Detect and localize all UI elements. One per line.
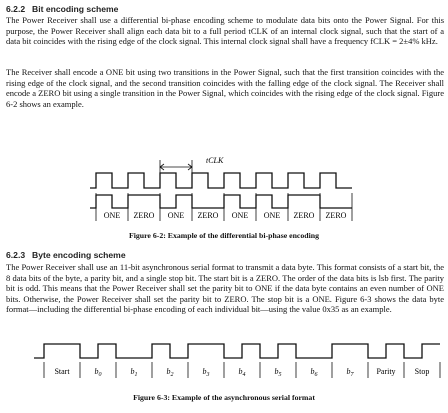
paragraph-bit-encoding-1: The Power Receiver shall use a differential bi-phase encoding scheme to modulate data bits onto the Power Signal. For this purpose, the Power Receiver shall align each data bit to a full period tCLK of an internal clock signal, such that the start of a data bit coincides with the rising edge of the clock signal. This internal clock signal shall have a frequency fCLK = 2±4% kHz. — [6, 15, 444, 46]
paragraph-bit-encoding-2: The Receiver shall encode a ONE bit using two transitions in the Power Signal, such that the first transition coincides with the rising edge of the clock signal, and the second transition coincides with the falling edge of the clock signal. The Receiver shall encode a ZERO bit using a single transition in the Power Signal, which coincides with the rising edge of the clock signal. Figure 6-2 shows an example. — [6, 67, 444, 109]
bit-label: ZERO — [293, 211, 315, 220]
bit-label: ONE — [167, 211, 185, 220]
byte-field-label: $b_4$ — [238, 367, 246, 378]
byte-field-label: $b_7$ — [346, 367, 354, 378]
section-number: 6.2.2 — [6, 4, 26, 14]
bit-label: ZERO — [197, 211, 219, 220]
byte-field-label: $b_6$ — [310, 367, 318, 378]
tclk-label: tCLK — [206, 156, 224, 165]
bit-label: ONE — [263, 211, 281, 220]
byte-field-label: $b_3$ — [202, 367, 210, 378]
figure-6-2-diagram — [0, 150, 448, 228]
section-heading-6-2-3 — [6, 250, 126, 260]
section-heading-6-2-2 — [6, 4, 118, 14]
byte-field-label: Parity — [376, 367, 396, 376]
bit-label: ZERO — [325, 211, 347, 220]
figure-6-3-caption: Figure 6-3: Example of the asynchronous serial format — [133, 393, 315, 402]
figure-6-2-caption: Figure 6-2: Example of the differential bi-phase encoding — [128, 231, 320, 240]
byte-field-label: $b_0$ — [94, 367, 102, 378]
figure-6-3-diagram — [0, 338, 448, 388]
byte-field-label: $b_1$ — [130, 367, 138, 378]
byte-field-label: Stop — [414, 367, 430, 376]
paragraph-byte-encoding: The Power Receiver shall use an 11-bit asynchronous serial format to transmit a data byte. This format consists of a start bit, the 8 data bits of the byte, a parity bit, and a single stop bit. The start bit is a ZERO. The order of the data bits is lsb first. The parity bit is odd. This means that the Power Receiver shall set the parity bit to ONE if the data byte contains an even number of ONE bits. Otherwise, the Power Receiver shall set the parity bit to ZERO. The stop bit is a ONE. Figure 6-3 shows the data byte format—including the differential bi-phase encoding of each individual bit—using the value 0x35 as an example. — [6, 262, 444, 314]
bit-label: ONE — [103, 211, 121, 220]
section-title: Bit encoding scheme — [32, 4, 119, 14]
byte-field-label: $b_2$ — [166, 367, 174, 378]
tclk-dimension-marker — [160, 160, 192, 173]
byte-signal-waveform — [34, 344, 440, 358]
section-number: 6.2.3 — [6, 250, 26, 260]
bit-label: ONE — [231, 211, 249, 220]
power-signal-waveform — [90, 195, 352, 208]
bit-label: ZERO — [133, 211, 155, 220]
byte-field-label: Start — [54, 367, 70, 376]
section-title: Byte encoding scheme — [32, 250, 126, 260]
byte-field-label: $b_5$ — [274, 367, 282, 378]
clock-signal-waveform — [90, 173, 352, 188]
